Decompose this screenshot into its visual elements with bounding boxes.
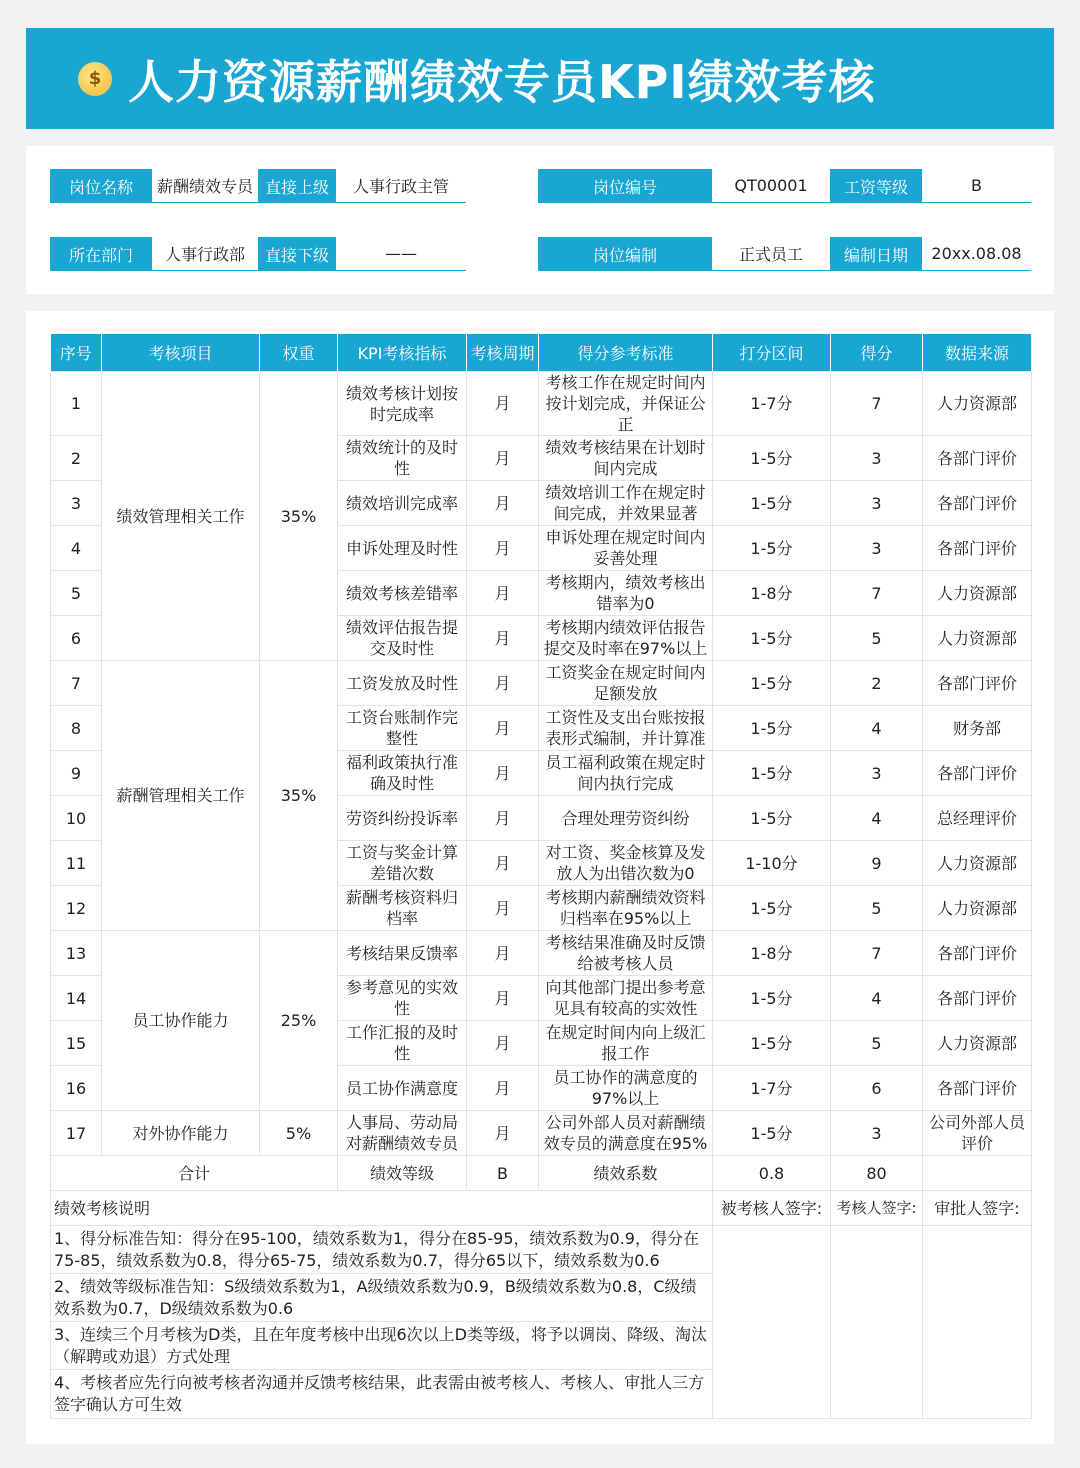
row-weight: 25% — [260, 931, 338, 1111]
title-banner — [26, 28, 1054, 129]
row-weight: 35% — [260, 661, 338, 931]
row-kpi: 工作汇报的及时性 — [338, 1021, 467, 1066]
row-score: 7 — [831, 931, 923, 976]
row-source: 各部门评价 — [923, 481, 1032, 526]
row-period: 月 — [467, 751, 539, 796]
header-score: 得分 — [831, 334, 923, 372]
row-period: 月 — [467, 436, 539, 481]
row-kpi: 绩效统计的及时性 — [338, 436, 467, 481]
coin-icon: $ — [78, 62, 112, 96]
row-kpi: 绩效评估报告提交及时性 — [338, 616, 467, 661]
row-score: 4 — [831, 706, 923, 751]
kpi-table — [50, 334, 1032, 1419]
row-score: 5 — [831, 616, 923, 661]
row-source: 各部门评价 — [923, 526, 1032, 571]
summary-empty — [923, 1156, 1032, 1191]
row-kpi: 人事局、劳动局对薪酬绩效专员 — [338, 1111, 467, 1156]
row-no: 9 — [51, 751, 102, 796]
kpi-card — [26, 311, 1054, 1444]
row-period: 月 — [467, 526, 539, 571]
notes-body-row — [51, 1226, 1032, 1419]
table-row — [51, 661, 1032, 706]
row-source: 各部门评价 — [923, 436, 1032, 481]
approver-sign: 审批人签字: — [923, 1191, 1032, 1226]
row-period: 月 — [467, 886, 539, 931]
row-range: 1-8分 — [713, 571, 831, 616]
row-source: 人力资源部 — [923, 886, 1032, 931]
row-source: 人力资源部 — [923, 1021, 1032, 1066]
row-range: 1-5分 — [713, 436, 831, 481]
notes-header-row — [51, 1191, 1032, 1226]
header-range: 打分区间 — [713, 334, 831, 372]
row-score: 3 — [831, 436, 923, 481]
salary-grade-value: B — [922, 169, 1031, 203]
notes-list — [51, 1226, 713, 1419]
coef-label: 绩效系数 — [539, 1156, 713, 1191]
row-score: 5 — [831, 1021, 923, 1066]
row-kpi: 薪酬考核资料归档率 — [338, 886, 467, 931]
row-no: 4 — [51, 526, 102, 571]
row-source: 各部门评价 — [923, 931, 1032, 976]
row-kpi: 工资与奖金计算差错次数 — [338, 841, 467, 886]
appraiser-sign-area[interactable] — [831, 1226, 923, 1419]
row-score: 3 — [831, 481, 923, 526]
header-weight: 权重 — [260, 334, 338, 372]
row-source: 人力资源部 — [923, 616, 1032, 661]
row-range: 1-7分 — [713, 1066, 831, 1111]
staffing-date-value: 20xx.08.08 — [922, 237, 1031, 271]
staffing-label: 岗位编制 — [538, 237, 712, 271]
note-item: 4、考核者应先行向被考核者沟通并反馈考核结果，此表需由被考核人、考核人、审批人三方签字确认方可生效 — [54, 1373, 705, 1414]
row-standard: 考核期内绩效评估报告提交及时率在97%以上 — [539, 616, 713, 661]
table-row — [51, 1111, 1032, 1156]
row-item: 薪酬管理相关工作 — [102, 661, 260, 931]
row-range: 1-5分 — [713, 1021, 831, 1066]
total-score: 80 — [831, 1156, 923, 1191]
row-standard: 绩效培训工作在规定时间完成，并效果显著 — [539, 481, 713, 526]
row-standard: 绩效考核结果在计划时间内完成 — [539, 436, 713, 481]
row-period: 月 — [467, 931, 539, 976]
row-weight: 5% — [260, 1111, 338, 1156]
row-score: 3 — [831, 526, 923, 571]
row-standard: 考核结果准确及时反馈给被考核人员 — [539, 931, 713, 976]
row-kpi: 考核结果反馈率 — [338, 931, 467, 976]
row-range: 1-5分 — [713, 796, 831, 841]
row-score: 9 — [831, 841, 923, 886]
staffing-value: 正式员工 — [712, 237, 830, 271]
header-item: 考核项目 — [102, 334, 260, 372]
row-item: 对外协作能力 — [102, 1111, 260, 1156]
row-range: 1-5分 — [713, 976, 831, 1021]
department-value: 人事行政部 — [152, 237, 258, 271]
row-kpi: 工资台账制作完整性 — [338, 706, 467, 751]
row-range: 1-5分 — [713, 706, 831, 751]
row-no: 2 — [51, 436, 102, 481]
table-row — [51, 372, 1032, 436]
row-standard: 公司外部人员对薪酬绩效专员的满意度在95% — [539, 1111, 713, 1156]
row-score: 4 — [831, 796, 923, 841]
row-period: 月 — [467, 1021, 539, 1066]
salary-grade-label: 工资等级 — [830, 169, 922, 203]
row-score: 7 — [831, 372, 923, 436]
row-no: 6 — [51, 616, 102, 661]
superior-value: 人事行政主管 — [336, 169, 466, 203]
position-info-card — [26, 146, 1054, 294]
row-kpi: 绩效考核差错率 — [338, 571, 467, 616]
table-row — [51, 931, 1032, 976]
row-score: 2 — [831, 661, 923, 706]
note-item: 3、连续三个月考核为D类，且在年度考核中出现6次以上D类等级，将予以调岗、降级、淘汰（解聘或劝退）方式处理 — [51, 1322, 712, 1370]
row-item: 绩效管理相关工作 — [102, 372, 260, 661]
row-range: 1-5分 — [713, 481, 831, 526]
row-no: 8 — [51, 706, 102, 751]
row-period: 月 — [467, 796, 539, 841]
page-title: 人力资源薪酬绩效专员KPI绩效考核 — [128, 54, 876, 109]
subordinate-label: 直接下级 — [258, 237, 336, 271]
row-standard: 员工福利政策在规定时间内执行完成 — [539, 751, 713, 796]
row-kpi: 劳资纠纷投诉率 — [338, 796, 467, 841]
row-range: 1-5分 — [713, 616, 831, 661]
header-source: 数据来源 — [923, 334, 1032, 372]
row-range: 1-5分 — [713, 886, 831, 931]
row-no: 1 — [51, 372, 102, 436]
row-range: 1-5分 — [713, 1111, 831, 1156]
row-weight: 35% — [260, 372, 338, 661]
row-source: 各部门评价 — [923, 1066, 1032, 1111]
row-standard: 考核期内，绩效考核出错率为0 — [539, 571, 713, 616]
note-item: 1、得分标准告知：得分在95-100，绩效系数为1，得分在85-95，绩效系数为0.9，得分在75-85，绩效系数为0.8，得分65-75，绩效系数为0.7，得分65以下，绩效系数为0.6 — [51, 1226, 712, 1274]
row-standard: 合理处理劳资纠纷 — [539, 796, 713, 841]
row-score: 5 — [831, 886, 923, 931]
approver-sign-area[interactable] — [923, 1226, 1032, 1419]
row-no: 15 — [51, 1021, 102, 1066]
row-kpi: 绩效培训完成率 — [338, 481, 467, 526]
superior-label: 直接上级 — [258, 169, 336, 203]
row-source: 各部门评价 — [923, 976, 1032, 1021]
row-period: 月 — [467, 1111, 539, 1156]
row-period: 月 — [467, 372, 539, 436]
staffing-date-label: 编制日期 — [830, 237, 922, 271]
row-source: 财务部 — [923, 706, 1032, 751]
position-no-value: QT00001 — [712, 169, 830, 203]
row-standard: 考核工作在规定时间内按计划完成，并保证公正 — [539, 372, 713, 436]
total-label: 合计 — [51, 1156, 338, 1191]
row-no: 16 — [51, 1066, 102, 1111]
row-source: 各部门评价 — [923, 751, 1032, 796]
header-period: 考核周期 — [467, 334, 539, 372]
row-range: 1-7分 — [713, 372, 831, 436]
row-kpi: 工资发放及时性 — [338, 661, 467, 706]
row-score: 3 — [831, 1111, 923, 1156]
coef-value: 0.8 — [713, 1156, 831, 1191]
row-period: 月 — [467, 706, 539, 751]
position-no-label: 岗位编号 — [538, 169, 712, 203]
row-item: 员工协作能力 — [102, 931, 260, 1111]
row-range: 1-5分 — [713, 751, 831, 796]
row-score: 4 — [831, 976, 923, 1021]
position-name-value: 薪酬绩效专员 — [152, 169, 258, 203]
row-source: 总经理评价 — [923, 796, 1032, 841]
grade-value: B — [467, 1156, 539, 1191]
row-period: 月 — [467, 1066, 539, 1111]
row-kpi: 员工协作满意度 — [338, 1066, 467, 1111]
row-standard: 员工协作的满意度的97%以上 — [539, 1066, 713, 1111]
row-standard: 对工资、奖金核算及发放人为出错次数为0 — [539, 841, 713, 886]
appraisee-sign: 被考核人签字: — [713, 1191, 831, 1226]
row-source: 人力资源部 — [923, 841, 1032, 886]
row-no: 3 — [51, 481, 102, 526]
row-no: 17 — [51, 1111, 102, 1156]
summary-row — [51, 1156, 1032, 1191]
department-label: 所在部门 — [50, 237, 152, 271]
row-source: 人力资源部 — [923, 372, 1032, 436]
row-kpi: 绩效考核计划按时完成率 — [338, 372, 467, 436]
row-source: 公司外部人员评价 — [923, 1111, 1032, 1156]
row-period: 月 — [467, 571, 539, 616]
row-no: 12 — [51, 886, 102, 931]
row-no: 11 — [51, 841, 102, 886]
row-standard: 申诉处理在规定时间内妥善处理 — [539, 526, 713, 571]
row-standard: 在规定时间内向上级汇报工作 — [539, 1021, 713, 1066]
kpi-body — [51, 372, 1032, 1156]
row-no: 14 — [51, 976, 102, 1021]
row-period: 月 — [467, 616, 539, 661]
row-period: 月 — [467, 481, 539, 526]
row-kpi: 参考意见的实效性 — [338, 976, 467, 1021]
row-standard: 工资性及支出台账按报表形式编制，并计算准 — [539, 706, 713, 751]
row-no: 5 — [51, 571, 102, 616]
row-kpi: 福利政策执行准确及时性 — [338, 751, 467, 796]
row-standard: 工资奖金在规定时间内足额发放 — [539, 661, 713, 706]
notes-title: 绩效考核说明 — [51, 1191, 713, 1226]
subordinate-value: —— — [336, 237, 466, 271]
header-kpi: KPI考核指标 — [338, 334, 467, 372]
row-score: 3 — [831, 751, 923, 796]
row-period: 月 — [467, 976, 539, 1021]
row-no: 10 — [51, 796, 102, 841]
row-source: 各部门评价 — [923, 661, 1032, 706]
row-source: 人力资源部 — [923, 571, 1032, 616]
note-item: 2、绩效等级标准告知：S级绩效系数为1，A级绩效系数为0.9，B级绩效系数为0.8，C级绩效系数为0.7，D级绩效系数为0.6 — [51, 1274, 712, 1322]
row-range: 1-10分 — [713, 841, 831, 886]
row-period: 月 — [467, 841, 539, 886]
row-score: 7 — [831, 571, 923, 616]
row-standard: 向其他部门提出参考意见具有较高的实效性 — [539, 976, 713, 1021]
row-period: 月 — [467, 661, 539, 706]
appraisee-sign-area[interactable] — [713, 1226, 831, 1419]
row-no: 13 — [51, 931, 102, 976]
row-kpi: 申诉处理及时性 — [338, 526, 467, 571]
position-name-label: 岗位名称 — [50, 169, 152, 203]
row-score: 6 — [831, 1066, 923, 1111]
grade-label: 绩效等级 — [338, 1156, 467, 1191]
row-standard: 考核期内薪酬绩效资料归档率在95%以上 — [539, 886, 713, 931]
table-header-row — [51, 334, 1032, 372]
appraiser-sign: 考核人签字: — [831, 1191, 923, 1226]
row-no: 7 — [51, 661, 102, 706]
row-range: 1-8分 — [713, 931, 831, 976]
row-range: 1-5分 — [713, 526, 831, 571]
row-range: 1-5分 — [713, 661, 831, 706]
header-no: 序号 — [51, 334, 102, 372]
header-standard: 得分参考标准 — [539, 334, 713, 372]
